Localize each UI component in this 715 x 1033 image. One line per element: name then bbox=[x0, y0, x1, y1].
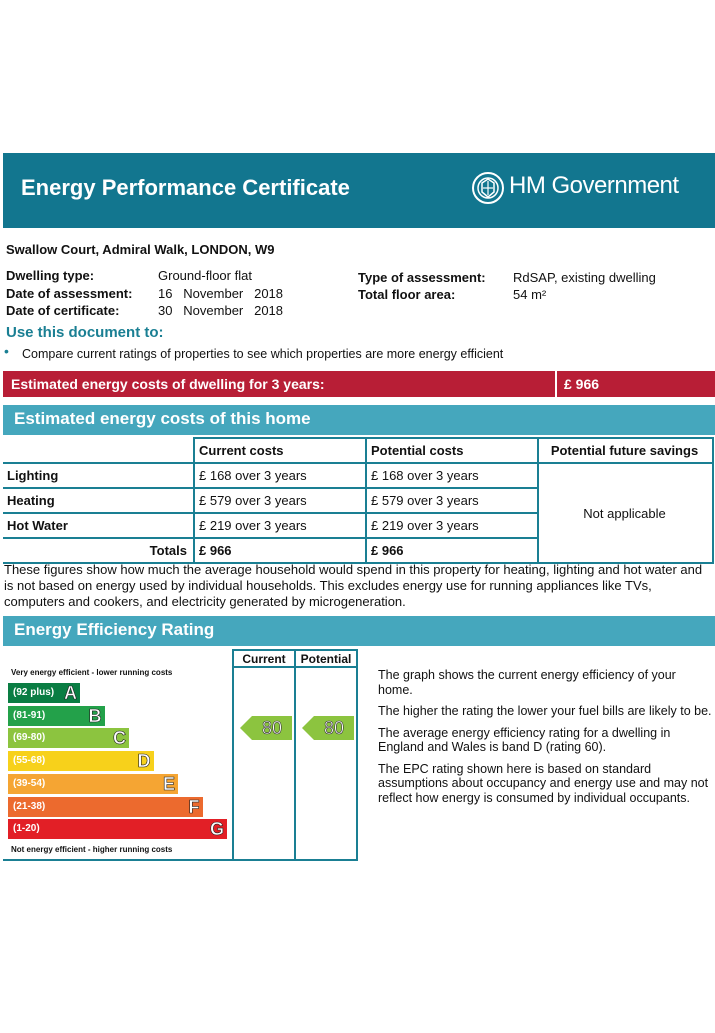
dwelling-type-label: Dwelling type: bbox=[6, 268, 95, 283]
current-rating-value: 80 bbox=[261, 718, 283, 738]
rating-band-c bbox=[8, 728, 129, 748]
chart-top-caption: Very energy efficient - lower running costs bbox=[11, 668, 173, 677]
potential-column-header: Potential bbox=[300, 652, 352, 666]
costs-notes: These figures show how much the average household would spend in this property for heating, lighting and hot water and is not based on energy used by individual households. This excludes energy use for running appliances like TVs, computers and cookers, and electricity generated by microgeneration. bbox=[4, 562, 703, 609]
cell-lighting-current: £ 168 over 3 years bbox=[194, 463, 366, 488]
chart-bottom-caption: Not energy efficient - higher running costs bbox=[11, 845, 173, 854]
band-range-label: (39-54) bbox=[13, 777, 46, 789]
costs-section-title: Estimated energy costs of this home bbox=[14, 409, 311, 428]
cell-hotwater-current: £ 219 over 3 years bbox=[194, 513, 366, 538]
divider bbox=[555, 371, 557, 397]
band-range-label: (81-91) bbox=[13, 709, 46, 721]
band-range-label: (1-20) bbox=[13, 823, 40, 835]
row-label-hot-water: Hot Water bbox=[3, 513, 194, 538]
use-document-bullet: Compare current ratings of properties to see which properties are more energy efficient bbox=[22, 347, 504, 361]
table-header-row bbox=[3, 438, 713, 463]
chart-divider bbox=[3, 859, 358, 861]
cell-heating-potential: £ 579 over 3 years bbox=[366, 488, 538, 513]
current-column-header: Current bbox=[242, 652, 286, 666]
estimated-costs-value: £ 966 bbox=[564, 376, 600, 392]
costs-table bbox=[3, 437, 714, 564]
band-range-label: (92 plus) bbox=[13, 687, 55, 698]
property-address: Swallow Court, Admiral Walk, LONDON, W9 bbox=[6, 242, 275, 257]
table-row bbox=[3, 463, 713, 488]
header-current-costs: Current costs bbox=[194, 438, 366, 463]
bullet-icon: • bbox=[4, 343, 9, 359]
chart-divider bbox=[232, 666, 358, 668]
rating-band-d bbox=[8, 751, 154, 771]
rating-section-title: Energy Efficiency Rating bbox=[14, 620, 215, 639]
band-range-label: (55-68) bbox=[13, 755, 46, 767]
rating-text-2: The higher the rating the lower your fuel bills are likely to be. bbox=[378, 704, 712, 718]
certificate-date-value: 30 November 2018 bbox=[158, 303, 284, 318]
dwelling-type-value: Ground-floor flat bbox=[158, 268, 252, 283]
cell-lighting-potential: £ 168 over 3 years bbox=[366, 463, 538, 488]
cell-savings: Not applicable bbox=[538, 463, 713, 563]
use-document-heading: Use this document to: bbox=[6, 324, 164, 341]
assessment-type-label: Type of assessment: bbox=[358, 270, 486, 285]
band-letter: A bbox=[64, 683, 77, 703]
cell-heating-current: £ 579 over 3 years bbox=[194, 488, 366, 513]
rating-text-3: The average energy efficiency rating for a dwelling in England and Wales is band D (rating 60). bbox=[378, 725, 671, 754]
rating-band-a bbox=[8, 683, 80, 703]
estimated-costs-label: Estimated energy costs of dwelling for 3 years: bbox=[11, 376, 325, 392]
rating-text-4: The EPC rating shown here is based on standard assumptions about occupancy and energy use and may not reflect how energy is consumed by individual occupants. bbox=[378, 761, 709, 805]
band-letter: E bbox=[162, 773, 175, 794]
floor-area-value: 54 m² bbox=[513, 287, 547, 302]
header-banner bbox=[3, 153, 715, 228]
row-label-heating: Heating bbox=[3, 488, 194, 513]
hm-government-logo-text: HM Government bbox=[509, 172, 679, 199]
band-letter: F bbox=[188, 796, 200, 817]
total-potential: £ 966 bbox=[366, 538, 538, 563]
rating-band-e bbox=[8, 774, 178, 794]
certificate-date-label: Date of certificate: bbox=[6, 303, 120, 318]
table-corner bbox=[3, 438, 194, 463]
band-letter: D bbox=[137, 751, 151, 772]
floor-area-label: Total floor area: bbox=[358, 287, 456, 302]
row-label-lighting: Lighting bbox=[3, 463, 194, 488]
assessment-type-value: RdSAP, existing dwelling bbox=[513, 270, 656, 285]
band-range-label: (69-80) bbox=[13, 732, 46, 744]
band-range-label: (21-38) bbox=[13, 800, 46, 812]
band-letter: C bbox=[113, 728, 126, 749]
rating-band-b bbox=[8, 706, 105, 726]
cell-hotwater-potential: £ 219 over 3 years bbox=[366, 513, 538, 538]
assessment-date-value: 16 November 2018 bbox=[158, 286, 284, 301]
chart-divider bbox=[356, 649, 358, 861]
chart-divider bbox=[232, 649, 234, 861]
rating-band-g bbox=[8, 819, 227, 839]
total-current: £ 966 bbox=[194, 538, 366, 563]
estimated-costs-banner bbox=[3, 371, 715, 397]
rating-band-f bbox=[8, 797, 203, 817]
header-potential-costs: Potential costs bbox=[366, 438, 538, 463]
potential-rating-value: 80 bbox=[323, 718, 345, 738]
header-potential-savings: Potential future savings bbox=[538, 438, 713, 463]
assessment-date-label: Date of assessment: bbox=[6, 286, 133, 301]
page-title: Energy Performance Certificate bbox=[21, 175, 350, 200]
band-letter: B bbox=[88, 705, 102, 726]
chart-divider bbox=[232, 649, 358, 651]
royal-crest-icon bbox=[471, 171, 505, 205]
chart-divider bbox=[294, 649, 296, 861]
rating-section-header bbox=[3, 616, 715, 646]
totals-label: Totals bbox=[3, 538, 194, 563]
rating-explanation bbox=[378, 668, 714, 812]
energy-rating-chart bbox=[3, 649, 358, 861]
rating-text-1: The graph shows the current energy efficiency of your home. bbox=[378, 668, 676, 697]
costs-section-header bbox=[3, 405, 715, 435]
band-letter: G bbox=[209, 819, 224, 840]
